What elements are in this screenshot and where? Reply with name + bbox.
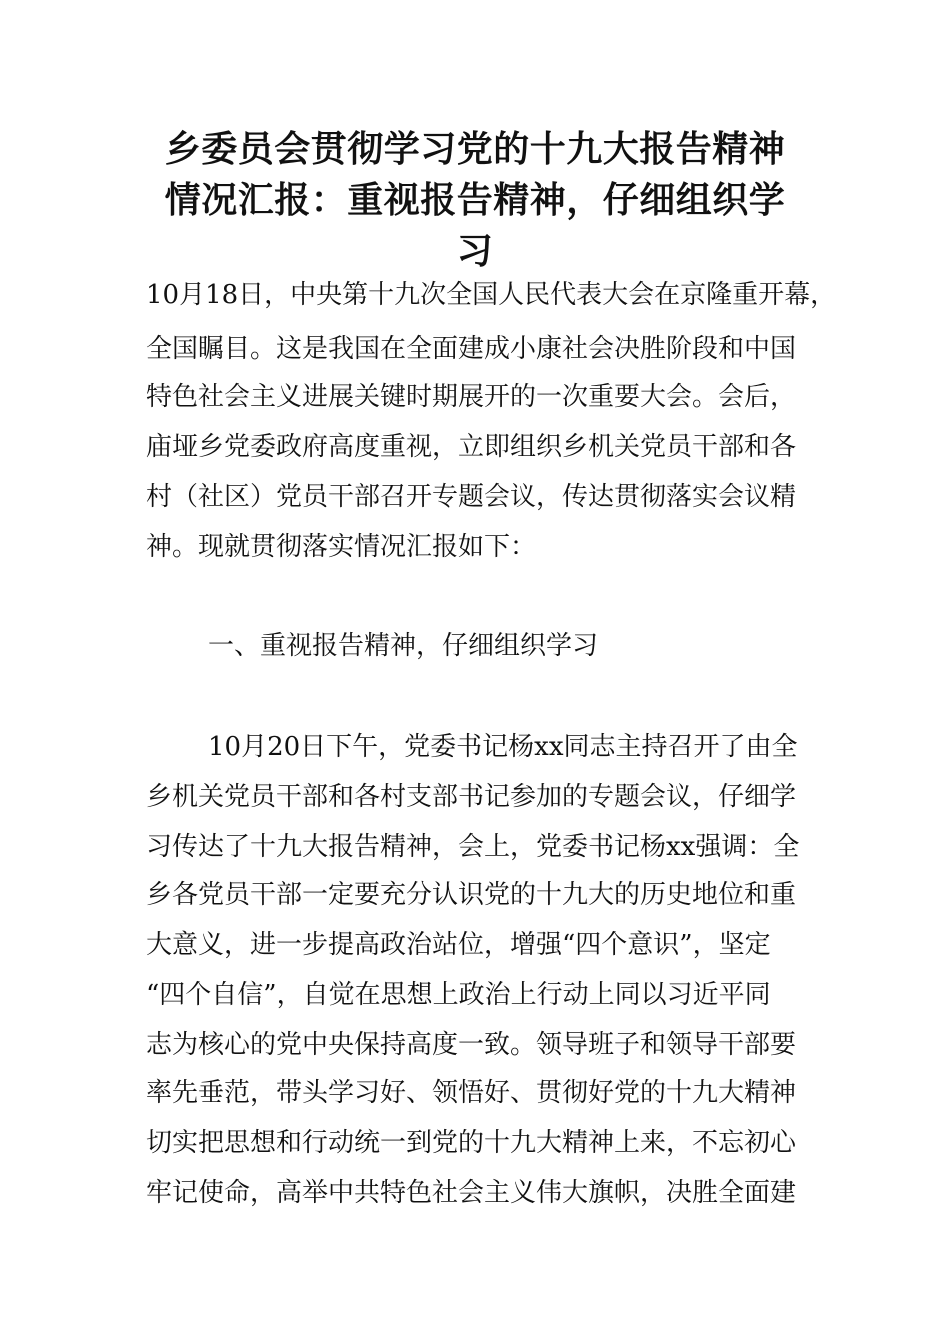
body-line: 牢记使命，高举中共特色社会主义伟大旗帜，决胜全面建 xyxy=(146,1178,797,1208)
title-line-1: 乡委员会贯彻学习党的十九大报告精神 xyxy=(164,129,786,170)
body-line: 大意义，进一步提高政治站位，增强“四个意识”，坚定 xyxy=(146,930,771,960)
body-line: 习传达了十九大报告精神，会上，党委书记杨xx强调：全 xyxy=(146,832,800,862)
intro-line: 特色社会主义进展关键时期展开的一次重要大会。会后， xyxy=(146,382,797,412)
body-line: 志为核心的党中央保持高度一致。领导班子和领导干部要 xyxy=(146,1030,797,1060)
title-line-2: 情况汇报：重视报告精神，仔细组织学 xyxy=(164,180,786,221)
body-line: 率先垂范，带头学习好、领悟好、贯彻好党的十九大精神 xyxy=(146,1078,797,1108)
intro-line: 村（社区）党员干部召开专题会议，传达贯彻落实会议精 xyxy=(146,482,797,512)
intro-line: 10月18日，中央第十九次全国人民代表大会在京隆重开幕， xyxy=(146,280,837,310)
body-line: 乡机关党员干部和各村支部书记参加的专题会议，仔细学 xyxy=(146,782,797,812)
body-line: 切实把思想和行动统一到党的十九大精神上来，不忘初心 xyxy=(146,1128,797,1158)
document-title xyxy=(140,124,810,277)
body-line: 乡各党员干部一定要充分认识党的十九大的历史地位和重 xyxy=(146,880,797,910)
title-line-3: 习 xyxy=(456,231,494,272)
intro-line: 神。现就贯彻落实情况汇报如下： xyxy=(146,532,537,562)
intro-line: 全国瞩目。这是我国在全面建成小康社会决胜阶段和中国 xyxy=(146,334,797,364)
intro-line: 庙垭乡党委政府高度重视，立即组织乡机关党员干部和各 xyxy=(146,432,797,462)
section-heading: 一、重视报告精神，仔细组织学习 xyxy=(208,631,599,661)
body-line: 10月20日下午，党委书记杨xx同志主持召开了由全 xyxy=(208,732,798,762)
body-line: “四个自信”，自觉在思想上政治上行动上同以习近平同 xyxy=(146,980,771,1010)
